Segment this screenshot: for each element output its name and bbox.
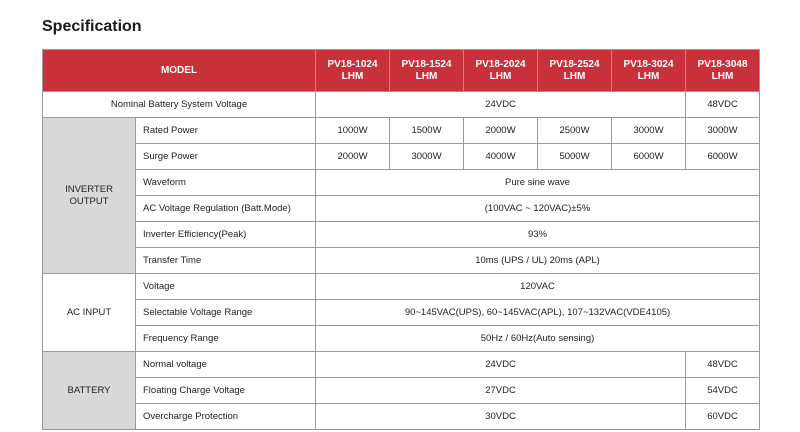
ac-regulation-value: (100VAC ~ 120VAC)±5% — [316, 196, 760, 222]
table-row — [43, 222, 760, 248]
voltage-range-value: 90~145VAC(UPS), 60~145VAC(APL), 107~132VAC(VDE4105) — [316, 300, 760, 326]
table-row — [43, 196, 760, 222]
transfer-time-value: 10ms (UPS / UL) 20ms (APL) — [316, 248, 760, 274]
waveform-label: Waveform — [136, 170, 316, 196]
table-cell: 6000W — [686, 144, 760, 170]
table-cell: 2000W — [464, 118, 538, 144]
model-col-4: PV18-2524 LHM — [538, 50, 612, 92]
efficiency-label: Inverter Efficiency(Peak) — [136, 222, 316, 248]
model-header: MODEL — [43, 50, 316, 92]
table-row — [43, 404, 760, 430]
table-row — [43, 248, 760, 274]
table-row — [43, 352, 760, 378]
model-col-5: PV18-3024 LHM — [612, 50, 686, 92]
spec-table — [42, 49, 760, 430]
model-col-3: PV18-2024 LHM — [464, 50, 538, 92]
normal-voltage-48: 48VDC — [686, 352, 760, 378]
normal-voltage-24: 24VDC — [316, 352, 686, 378]
transfer-time-label: Transfer Time — [136, 248, 316, 274]
efficiency-value: 93% — [316, 222, 760, 248]
table-cell: 6000W — [612, 144, 686, 170]
table-cell: 3000W — [612, 118, 686, 144]
header-row — [43, 50, 760, 92]
group-inverter-output: INVERTER OUTPUT — [43, 118, 136, 274]
table-row — [43, 274, 760, 300]
floating-charge-48: 54VDC — [686, 378, 760, 404]
table-row — [43, 118, 760, 144]
table-cell: 4000W — [464, 144, 538, 170]
nominal-voltage-48: 48VDC — [686, 92, 760, 118]
table-cell: 3000W — [390, 144, 464, 170]
table-cell: 5000W — [538, 144, 612, 170]
frequency-range-label: Frequency Range — [136, 326, 316, 352]
floating-charge-label: Floating Charge Voltage — [136, 378, 316, 404]
table-cell: 1500W — [390, 118, 464, 144]
model-col-1: PV18-1024 LHM — [316, 50, 390, 92]
voltage-range-label: Selectable Voltage Range — [136, 300, 316, 326]
table-cell: 2500W — [538, 118, 612, 144]
table-row — [43, 300, 760, 326]
model-col-2: PV18-1524 LHM — [390, 50, 464, 92]
table-row — [43, 326, 760, 352]
waveform-value: Pure sine wave — [316, 170, 760, 196]
surge-power-label: Surge Power — [136, 144, 316, 170]
group-battery: BATTERY — [43, 352, 136, 430]
nominal-voltage-label: Nominal Battery System Voltage — [43, 92, 316, 118]
voltage-label: Voltage — [136, 274, 316, 300]
voltage-value: 120VAC — [316, 274, 760, 300]
table-row — [43, 378, 760, 404]
rated-power-label: Rated Power — [136, 118, 316, 144]
table-cell: 3000W — [686, 118, 760, 144]
table-row — [43, 170, 760, 196]
frequency-range-value: 50Hz / 60Hz(Auto sensing) — [316, 326, 760, 352]
normal-voltage-label: Normal voltage — [136, 352, 316, 378]
overcharge-24: 30VDC — [316, 404, 686, 430]
overcharge-48: 60VDC — [686, 404, 760, 430]
ac-regulation-label: AC Voltage Regulation (Batt.Mode) — [136, 196, 316, 222]
model-col-6: PV18-3048 LHM — [686, 50, 760, 92]
table-row — [43, 144, 760, 170]
overcharge-label: Overcharge Protection — [136, 404, 316, 430]
table-cell: 2000W — [316, 144, 390, 170]
nominal-voltage-24: 24VDC — [316, 92, 686, 118]
table-cell: 1000W — [316, 118, 390, 144]
page-title: Specification — [42, 18, 142, 35]
floating-charge-24: 27VDC — [316, 378, 686, 404]
table-row — [43, 92, 760, 118]
group-ac-input: AC INPUT — [43, 274, 136, 352]
